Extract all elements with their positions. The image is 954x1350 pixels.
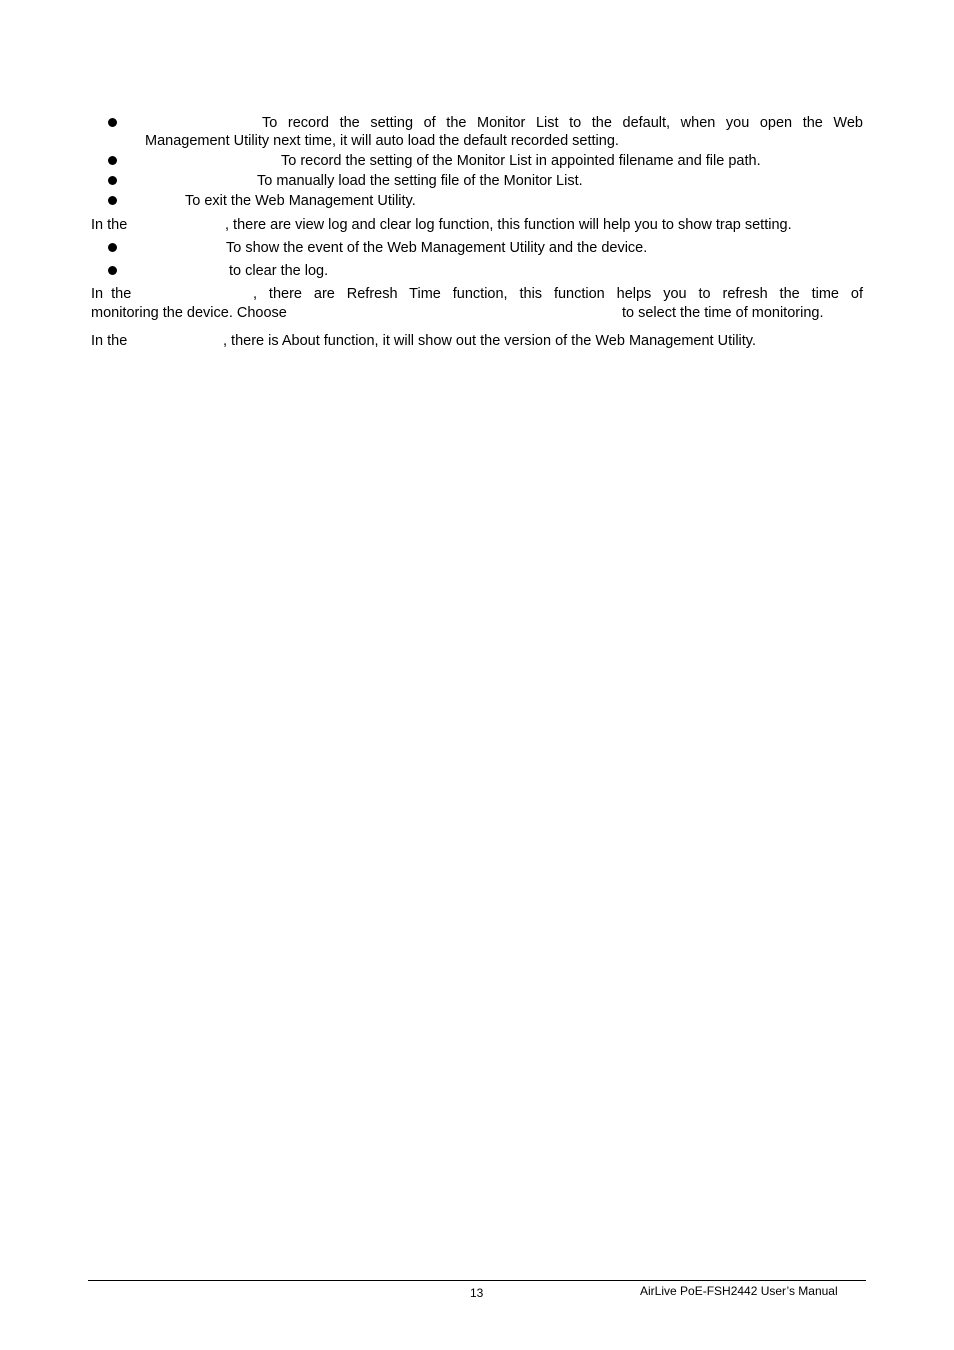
paragraph-view-text: , there are view log and clear log function, this function will help you to show trap setting. — [225, 217, 792, 233]
footer-divider — [88, 1280, 866, 1281]
bullet-icon — [108, 176, 117, 185]
paragraph-help-text: , there is About function, it will show out the version of the Web Management Utility. — [223, 333, 757, 349]
bullet-text-save-default-line2: Management Utility next time, it will auto load the default recorded setting. — [145, 133, 619, 149]
bullet-icon — [108, 266, 117, 275]
paragraph-view-prefix: In the — [91, 217, 128, 233]
bullet-text-view-log: To show the event of the Web Management Utility and the device. — [226, 240, 648, 256]
paragraph-option-line1: , there are Refresh Time function, this function helps you to refresh the time of — [253, 286, 863, 302]
bullet-text-load: To manually load the setting file of the Monitor List. — [257, 173, 583, 189]
bullet-icon — [108, 118, 117, 127]
paragraph-help-prefix: In the — [91, 333, 128, 349]
page-number: 13 — [470, 1286, 484, 1300]
bullet-text-save-as: To record the setting of the Monitor List in appointed filename and file path. — [281, 153, 761, 169]
manual-title: AirLive PoE-FSH2442 User’s Manual — [640, 1284, 838, 1298]
paragraph-option-line2-text: to select the time of monitoring. — [622, 305, 824, 321]
bullet-icon — [108, 156, 117, 165]
bullet-text-save-default-line1: To record the setting of the Monitor List to the default, when you open the Web — [262, 115, 863, 131]
bullet-text-exit: To exit the Web Management Utility. — [185, 193, 416, 209]
bullet-text-clear-log: to clear the log. — [229, 263, 329, 279]
bullet-icon — [108, 196, 117, 205]
bullet-icon — [108, 243, 117, 252]
paragraph-option-prefix: In the — [91, 286, 132, 302]
paragraph-option-line2-prefix: monitoring the device. Choose — [91, 305, 287, 321]
